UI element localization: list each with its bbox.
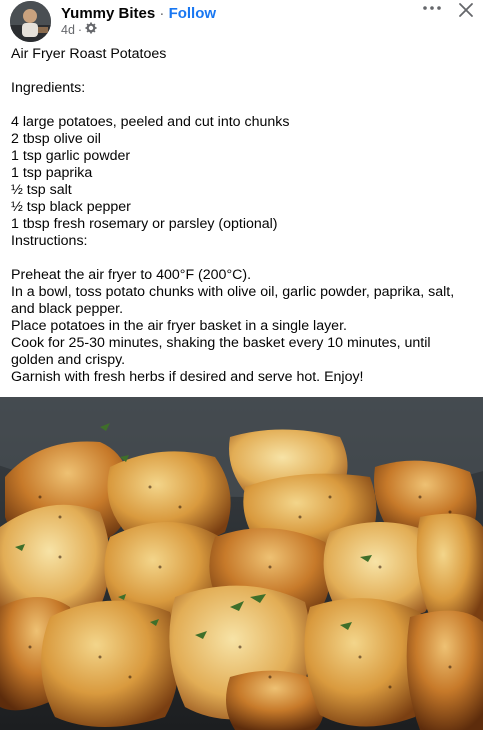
ingredient-line: 4 large potatoes, peeled and cut into chunks [11,114,290,130]
follow-button[interactable]: Follow [168,5,217,22]
instructions-heading: Instructions: [11,233,88,249]
gear-icon [85,22,97,38]
ingredient-line: 1 tbsp fresh rosemary or parsley (optional) [11,216,278,232]
ingredient-line: 1 tsp garlic powder [11,148,131,164]
separator: · [77,22,83,37]
instruction-line: Cook for 25-30 minutes, shaking the basket every 10 minutes, until golden and crispy. [11,335,431,368]
post-meta [61,22,97,38]
post-header [0,0,483,44]
ingredient-line: 2 tbsp olive oil [11,131,101,147]
post-photo[interactable] [0,397,483,730]
instruction-line: Place potatoes in the air fryer basket in a single layer. [11,318,347,334]
recipe-title: Air Fryer Roast Potatoes [11,46,167,62]
ingredients-heading: Ingredients: [11,80,86,96]
instruction-line: Preheat the air fryer to 400°F (200°C). [11,267,252,283]
avatar[interactable] [10,1,51,42]
more-horizontal-icon[interactable] [421,0,443,18]
post-time[interactable]: 4d [61,22,75,37]
ingredient-line: 1 tsp paprika [11,165,93,181]
instruction-line: Garnish with fresh herbs if desired and serve hot. Enjoy! [11,369,364,385]
ingredient-line: ½ tsp salt [11,182,72,198]
instruction-line: In a bowl, toss potato chunks with olive oil, garlic powder, paprika, salt, and black pepper. [11,284,455,317]
separator: · [159,5,165,22]
ingredient-line: ½ tsp black pepper [11,199,131,215]
author-line [61,5,216,23]
post-body [11,46,477,386]
author-name[interactable]: Yummy Bites [61,5,156,22]
close-icon[interactable] [457,1,475,19]
